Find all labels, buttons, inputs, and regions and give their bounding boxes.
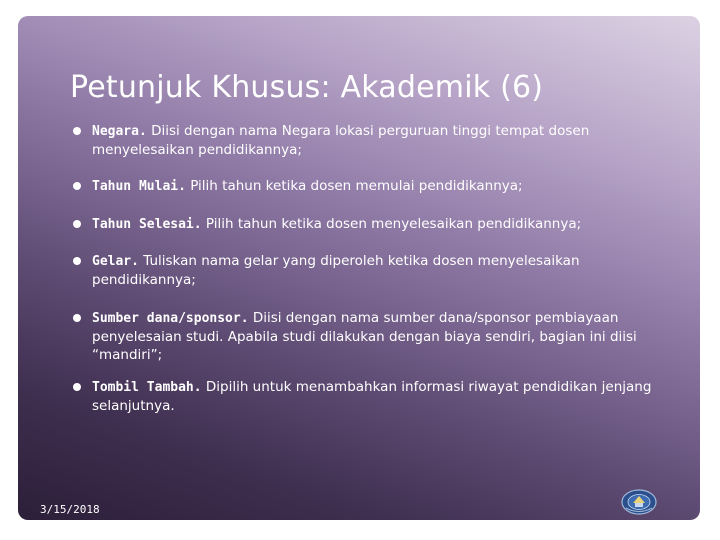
bullet-list (72, 122, 652, 415)
bullet-term: Negara. (92, 124, 147, 139)
bullet-dot-icon (73, 127, 81, 135)
slide-title: Petunjuk Khusus: Akademik (6) (70, 70, 544, 105)
bullet-dot-icon (73, 257, 81, 265)
bullet-text: Pilih tahun ketika dosen menyelesaikan pendidikannya; (201, 216, 582, 232)
slide-date: 3/15/2018 (40, 503, 100, 516)
bullet-item (72, 309, 652, 364)
bullet-dot-icon (73, 314, 81, 322)
bullet-text: Diisi dengan nama Negara lokasi perguruan tinggi tempat dosen menyelesaikan pendidikannya; (92, 123, 590, 158)
bullet-text: Tuliskan nama gelar yang diperoleh ketika dosen menyelesaikan pendidikannya; (92, 253, 580, 288)
bullet-term: Sumber dana/sponsor. (92, 311, 249, 326)
bullet-item (72, 177, 652, 196)
bullet-term: Tahun Mulai. (92, 179, 186, 194)
bullet-dot-icon (73, 182, 81, 190)
bullet-dot-icon (73, 383, 81, 391)
bullet-text: Diisi dengan nama sumber dana/sponsor pembiayaan penyelesaian studi. Apabila studi dilakukan dengan biaya sendiri, bagian ini diisi “mandiri”; (92, 310, 637, 363)
bullet-item (72, 378, 652, 415)
bullet-item (72, 252, 652, 289)
bullet-term: Tombil Tambah. (92, 380, 202, 395)
bullet-term: Gelar. (92, 254, 139, 269)
bullet-item (72, 122, 652, 159)
institution-emblem-icon (620, 488, 658, 516)
bullet-text: Dipilih untuk menambahkan informasi riwayat pendidikan jenjang selanjutnya. (92, 379, 652, 414)
bullet-term: Tahun Selesai. (92, 217, 202, 232)
bullet-text: Pilih tahun ketika dosen memulai pendidikannya; (185, 178, 523, 194)
bullet-dot-icon (73, 220, 81, 228)
bullet-item (72, 215, 652, 234)
